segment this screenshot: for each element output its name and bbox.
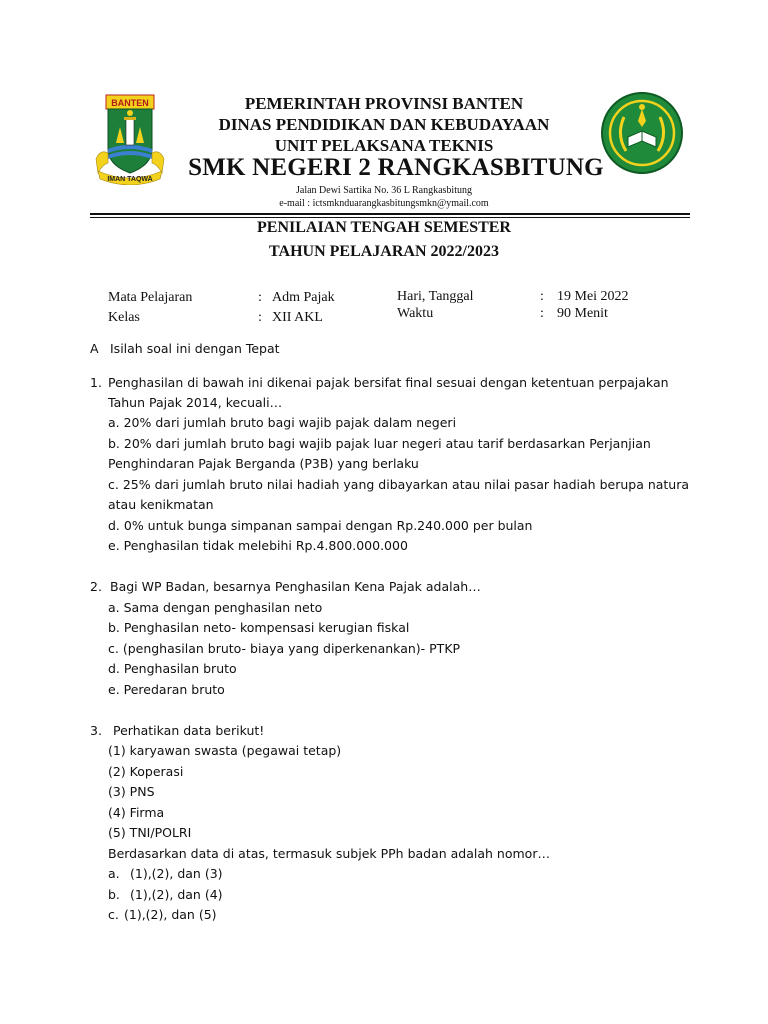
question-1-text-line-1: Penghasilan di bawah ini dikenai pajak bersifat final sesuai dengan ketentuan perpajakan <box>108 375 669 390</box>
question-3-prompt: Berdasarkan data di atas, termasuk subjek PPh badan adalah nomor… <box>108 846 550 861</box>
question-2-option-d: d. Penghasilan bruto <box>108 661 237 676</box>
question-1-option-e: e. Penghasilan tidak melebihi Rp.4.800.000.000 <box>108 538 408 553</box>
header-divider-thin <box>90 217 690 218</box>
class-colon: : <box>258 310 262 325</box>
time-label: Waktu <box>397 306 434 321</box>
question-3-data-item-2: (2) Koperasi <box>108 764 184 779</box>
time-colon: : <box>540 306 544 321</box>
logo-motto-text: IMAN TAQWA <box>107 176 153 183</box>
header-government-line: PEMERINTAH PROVINSI BANTEN <box>244 94 524 113</box>
school-name: SMK NEGERI 2 RANGKASBITUNG <box>188 154 604 181</box>
question-2-number: 2. <box>90 579 102 594</box>
question-3-number: 3. <box>90 723 102 738</box>
class-value: XII AKL <box>272 310 323 325</box>
section-letter: A <box>90 341 99 356</box>
date-label: Hari, Tanggal <box>397 289 474 304</box>
question-1-option-a: a. 20% dari jumlah bruto bagi wajib pajak dalam negeri <box>108 415 457 430</box>
question-1-option-d: d. 0% untuk bunga simpanan sampai dengan Rp.240.000 per bulan <box>108 518 533 533</box>
question-1-option-c-cont: atau kenikmatan <box>108 497 214 512</box>
subject-value: Adm Pajak <box>272 290 335 305</box>
question-2-text: Bagi WP Badan, besarnya Penghasilan Kena Pajak adalah… <box>110 579 481 594</box>
exam-year: TAHUN PELAJARAN 2022/2023 <box>269 243 499 260</box>
subject-label: Mata Pelajaran <box>108 290 193 305</box>
question-1-option-b: b. 20% dari jumlah bruto bagi wajib pajak luar negeri atau tarif berdasarkan Perjanjian <box>108 436 651 451</box>
question-2-option-a: a. Sama dengan penghasilan neto <box>108 600 323 615</box>
question-1-number: 1. <box>90 375 102 390</box>
question-3-option-b-letter: b. <box>108 887 120 902</box>
question-3-text: Perhatikan data berikut! <box>113 723 265 738</box>
question-3-data-item-4: (4) Firma <box>108 805 165 820</box>
question-3-option-a-letter: a. <box>108 866 120 881</box>
question-3-option-c-letter: c. <box>108 907 119 922</box>
question-3-option-c-text: (1),(2), dan (5) <box>124 907 217 922</box>
logo-banten-text: BANTEN <box>111 98 149 108</box>
question-3-option-b-text: (1),(2), dan (4) <box>130 887 223 902</box>
school-email: e-mail : ictsmknduarangkasbitungsmkn@ymail.com <box>279 198 489 209</box>
exam-title: PENILAIAN TENGAH SEMESTER <box>257 219 511 236</box>
header-unit-line: UNIT PELAKSANA TEKNIS <box>274 136 494 155</box>
question-1-option-c: c. 25% dari jumlah bruto nilai hadiah yang dibayarkan atau nilai pasar hadiah berupa natura <box>108 477 690 492</box>
subject-colon: : <box>258 290 262 305</box>
header-divider-thick <box>90 213 690 215</box>
question-3-data-item-1: (1) karyawan swasta (pegawai tetap) <box>108 743 342 758</box>
date-value: 19 Mei 2022 <box>557 289 629 304</box>
section-instruction: Isilah soal ini dengan Tepat <box>110 341 280 356</box>
time-value: 90 Menit <box>557 306 608 321</box>
question-1-option-b-cont: Penghindaran Pajak Berganda (P3B) yang berlaku <box>108 456 419 471</box>
question-2-option-e: e. Peredaran bruto <box>108 682 225 697</box>
question-2-option-b: b. Penghasilan neto- kompensasi kerugian fiskal <box>108 620 410 635</box>
question-3-data-item-3: (3) PNS <box>108 784 155 799</box>
question-3-data-item-5: (5) TNI/POLRI <box>108 825 192 840</box>
date-colon: : <box>540 289 544 304</box>
question-3-option-a-text: (1),(2), dan (3) <box>130 866 223 881</box>
school-address: Jalan Dewi Sartika No. 36 L Rangkasbitung <box>296 185 472 196</box>
question-2-option-c: c. (penghasilan bruto- biaya yang diperkenankan)- PTKP <box>108 641 461 656</box>
class-label: Kelas <box>108 310 140 325</box>
header-department-line: DINAS PENDIDIKAN DAN KEBUDAYAAN <box>218 115 550 134</box>
question-1-text-line-2: Tahun Pajak 2014, kecuali… <box>108 395 283 410</box>
